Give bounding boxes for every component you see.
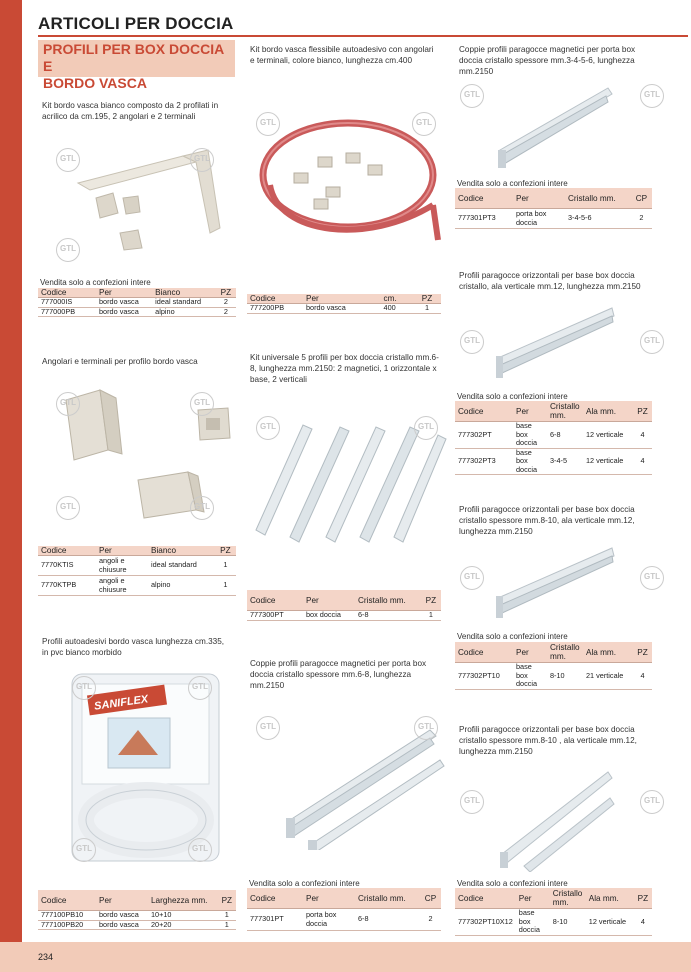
cell-per: box doccia [303, 611, 355, 621]
cell-qty: 1 [215, 556, 236, 576]
product-description: Profili paragocce orizzontali per base box doccia cristallo spessore mm.8-10, ala verticale mm.12, lunghezza mm.2150 [459, 505, 635, 536]
cell-per: base box doccia [513, 422, 547, 449]
col-header: PZ [216, 288, 236, 298]
cell-per: bordo vasca [96, 911, 148, 921]
col-header: Codice [455, 401, 513, 422]
cell-qty: 2 [631, 209, 652, 229]
product-table [455, 888, 652, 936]
cell-code: 777300PT [247, 611, 303, 621]
col-header: Cristallo mm. [547, 401, 583, 422]
table-row [247, 304, 441, 314]
table-row [455, 209, 652, 229]
col-header: Per [513, 642, 547, 663]
page-number: 234 [38, 952, 54, 962]
product-table [455, 188, 652, 229]
cell-qty: 4 [633, 448, 652, 475]
cell-code: 777100PB20 [38, 920, 96, 930]
cell-code: 777100PB10 [38, 911, 96, 921]
product-description: Profili paragocce orizzontali per base box doccia cristallo, ala verticale mm.12, lunghezza mm.2150 [459, 271, 641, 291]
product-table [247, 888, 441, 931]
watermark-logo: GTL [640, 790, 664, 814]
watermark-logo: GTL [640, 330, 664, 354]
col-header: PZ [633, 401, 652, 422]
product-description: Kit universale 5 profili per box doccia cristallo mm.6-8, lunghezza mm.2150: 2 magnetici, 1 orizzontale x base, 2 verticali [250, 353, 439, 384]
col-header: Codice [38, 890, 96, 911]
table-row [455, 448, 652, 475]
col-header: Per [303, 888, 355, 909]
cell-per: bordo vasca [96, 920, 148, 930]
watermark-logo: GTL [56, 148, 80, 172]
col-header: PZ [634, 888, 652, 909]
col-header: Per [513, 188, 565, 209]
table-row [38, 307, 236, 317]
product-description: Angolari e terminali per profilo bordo vasca [42, 357, 198, 366]
product-image-magnetic-profile [490, 80, 620, 175]
watermark-logo: GTL [460, 84, 484, 108]
col-header: Bianco [152, 288, 216, 298]
cell-per: angoli e chiusure [96, 576, 148, 596]
col-header: cm. [381, 294, 414, 304]
table-row [38, 911, 236, 921]
product-table [247, 294, 441, 314]
cell-value: 8-10 [550, 909, 586, 936]
col-header: Per [96, 546, 148, 556]
left-accent-bar [0, 0, 22, 972]
cell-qty: 4 [633, 422, 652, 449]
watermark-logo: GTL [460, 566, 484, 590]
col-header: Per [303, 590, 355, 611]
table-row [38, 576, 236, 596]
col-header: Codice [38, 288, 96, 298]
product-description: Kit bordo vasca bianco composto da 2 profilati in acrilico da cm.195, 2 angolari e 2 terminali [42, 101, 219, 121]
cell-code: 7770KTIS [38, 556, 96, 576]
table-row [38, 556, 236, 576]
col-header: Per [513, 401, 547, 422]
col-header: Per [303, 294, 381, 304]
cell-per: bordo vasca [96, 298, 152, 308]
cell-per: angoli e chiusure [96, 556, 148, 576]
cell-qty: 4 [633, 663, 652, 690]
col-header: Ala mm. [583, 401, 633, 422]
product-description: Coppie profili paragocce magnetici per porta box doccia cristallo spessore mm.6-8, lunghezza mm.2150 [250, 659, 427, 690]
cell-value: 6-8 [547, 422, 583, 449]
cell-per: bordo vasca [303, 304, 381, 314]
cell-value: 20+20 [148, 920, 218, 930]
cell-per: bordo vasca [96, 307, 152, 317]
section-heading [38, 40, 235, 91]
product-table [455, 642, 652, 690]
cell-value: 3-4-5-6 [565, 209, 631, 229]
cell-code: 777302PT [455, 422, 513, 449]
cell-per: porta box doccia [513, 209, 565, 229]
section-heading-line2: BORDO VASCA [43, 75, 147, 91]
cell-qty: 1 [218, 920, 236, 930]
product-table [247, 590, 441, 621]
col-header: Codice [455, 188, 513, 209]
table-row [247, 909, 441, 931]
cell-per: porta box doccia [303, 909, 355, 931]
cell-code: 777000PB [38, 307, 96, 317]
cell-value: 10+10 [148, 911, 218, 921]
col-header: PZ [413, 294, 441, 304]
table-row [247, 611, 441, 621]
watermark-logo: GTL [72, 676, 96, 700]
product-table [38, 546, 236, 596]
cell-value: 3-4-5 [547, 448, 583, 475]
col-header: Cristallo mm. [550, 888, 586, 909]
product-image-horizontal-profile [490, 300, 620, 385]
cell-code: 777301PT [247, 909, 303, 931]
cell-code: 777301PT3 [455, 209, 513, 229]
watermark-logo: GTL [640, 84, 664, 108]
col-header: Codice [455, 642, 513, 663]
col-header: CP [631, 188, 652, 209]
col-header: PZ [215, 546, 236, 556]
col-header: Codice [455, 888, 516, 909]
product-description: Profili paragocce orizzontali per base box doccia cristallo spessore mm.8-10 , ala verticale mm.12, lunghezza mm.2150 [459, 725, 637, 756]
col-header: Bianco [148, 546, 215, 556]
watermark-logo: GTL [640, 566, 664, 590]
watermark-logo: GTL [56, 238, 80, 262]
cell-qty: 1 [413, 304, 441, 314]
product-table [38, 288, 236, 317]
cell-qty: 2 [216, 298, 236, 308]
col-header: Ala mm. [586, 888, 634, 909]
cell-qty: 4 [634, 909, 652, 936]
cell-value: 6-8 [355, 909, 420, 931]
cell-code: 777000IS [38, 298, 96, 308]
cell-value: ideal standard [152, 298, 216, 308]
col-header: Per [96, 288, 152, 298]
cell-per: base box doccia [513, 448, 547, 475]
col-header: Cristallo mm. [547, 642, 583, 663]
col-header: Ala mm. [583, 642, 633, 663]
watermark-logo: GTL [256, 112, 280, 136]
col-header: Codice [38, 546, 96, 556]
cell-code: 7770KTPB [38, 576, 96, 596]
watermark-logo: GTL [188, 838, 212, 862]
product-table [38, 890, 236, 930]
section-heading-line1: PROFILI PER BOX DOCCIA E [43, 41, 224, 74]
watermark-logo: GTL [190, 148, 214, 172]
col-header: CP [420, 888, 441, 909]
watermark-logo: GTL [412, 112, 436, 136]
product-description: Kit bordo vasca flessibile autoadesivo con angolari e terminali, colore bianco, lunghezza cm.400 [250, 45, 434, 65]
cell-code: 777200PB [247, 304, 303, 314]
sales-note: Vendita solo a confezioni intere [457, 879, 568, 888]
cell-qty: 2 [420, 909, 441, 931]
table-row [38, 298, 236, 308]
cell-ala: 21 verticale [583, 663, 633, 690]
page-title: ARTICOLI PER DOCCIA [38, 14, 234, 33]
watermark-logo: GTL [414, 716, 438, 740]
product-image-horizontal-profile [490, 762, 620, 872]
cell-value: 6-8 [355, 611, 421, 621]
watermark-logo: GTL [190, 496, 214, 520]
product-description: Coppie profili paragocce magnetici per porta box doccia cristallo spessore mm.3-4-5-6, lunghezza mm.2150 [459, 45, 636, 76]
watermark-logo: GTL [56, 496, 80, 520]
product-image-horizontal-profile [490, 540, 620, 625]
col-header: Cristallo mm. [355, 590, 421, 611]
col-header: PZ [421, 590, 441, 611]
watermark-logo: GTL [56, 392, 80, 416]
watermark-logo: GTL [72, 838, 96, 862]
cell-code: 777302PT10X12 [455, 909, 516, 936]
cell-value: alpino [148, 576, 215, 596]
table-row [455, 663, 652, 690]
cell-per: base box doccia [513, 663, 547, 690]
table-row [38, 920, 236, 930]
cell-qty: 1 [218, 911, 236, 921]
watermark-logo: GTL [190, 392, 214, 416]
col-header: Codice [247, 888, 303, 909]
col-header: Cristallo mm. [565, 188, 631, 209]
sales-note: Vendita solo a confezioni intere [457, 632, 568, 641]
cell-per: base box doccia [516, 909, 550, 936]
product-description: Profili autoadesivi bordo vasca lunghezza cm.335, in pvc bianco morbido [42, 637, 225, 657]
col-header: Codice [247, 294, 303, 304]
col-header: PZ [218, 890, 236, 911]
watermark-logo: GTL [188, 676, 212, 700]
sales-note: Vendita solo a confezioni intere [249, 879, 360, 888]
watermark-logo: GTL [460, 790, 484, 814]
cell-value: 400 [381, 304, 414, 314]
sales-note: Vendita solo a confezioni intere [457, 179, 568, 188]
cell-ala: 12 verticale [583, 422, 633, 449]
cell-code: 777302PT10 [455, 663, 513, 690]
watermark-logo: GTL [414, 416, 438, 440]
watermark-logo: GTL [460, 330, 484, 354]
cell-code: 777302PT3 [455, 448, 513, 475]
col-header: Cristallo mm. [355, 888, 420, 909]
cell-value: 8-10 [547, 663, 583, 690]
sales-note: Vendita solo a confezioni intere [457, 392, 568, 401]
watermark-logo: GTL [256, 716, 280, 740]
col-header: Codice [247, 590, 303, 611]
col-header: Larghezza mm. [148, 890, 218, 911]
product-table [455, 401, 652, 475]
cell-value: ideal standard [148, 556, 215, 576]
title-rule [38, 35, 688, 37]
cell-value: alpino [152, 307, 216, 317]
table-row [455, 909, 652, 936]
col-header: Per [516, 888, 550, 909]
watermark-logo: GTL [256, 416, 280, 440]
table-row [455, 422, 652, 449]
col-header: PZ [633, 642, 652, 663]
cell-ala: 12 verticale [583, 448, 633, 475]
cell-qty: 2 [216, 307, 236, 317]
cell-qty: 1 [421, 611, 441, 621]
col-header: Per [96, 890, 148, 911]
sales-note: Vendita solo a confezioni intere [40, 278, 151, 287]
cell-qty: 1 [215, 576, 236, 596]
brand-label: SANIFLEX [93, 693, 149, 713]
footer-bar [0, 942, 691, 972]
cell-ala: 12 verticale [586, 909, 634, 936]
